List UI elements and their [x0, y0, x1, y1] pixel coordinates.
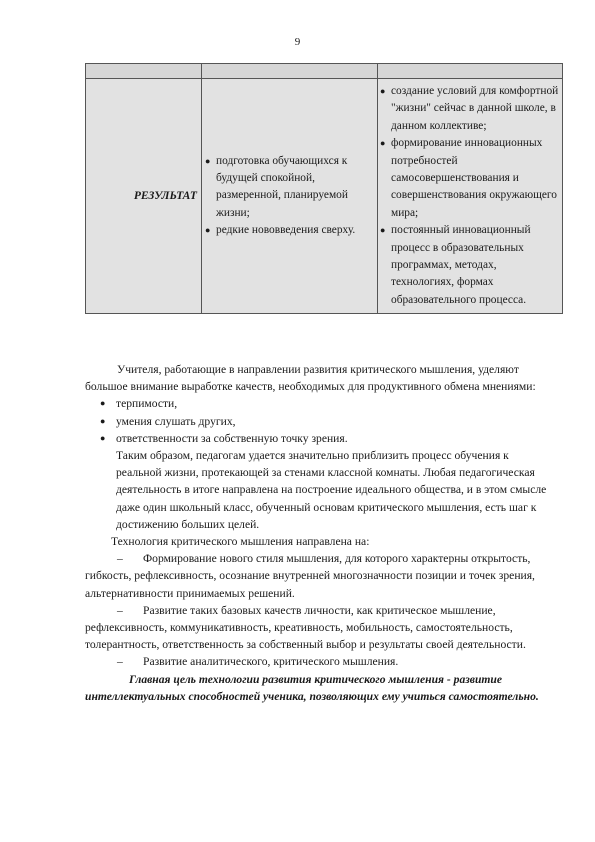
traditional-result-cell: [202, 79, 378, 314]
list-item: ● формирование инновационных потребностей самосовершенствования и совершенствования окружающего мира;: [380, 137, 557, 219]
row-label: РЕЗУЛЬТАТ: [133, 189, 197, 203]
bullet-icon: ●: [380, 138, 386, 149]
innovative-result-cell: [378, 79, 563, 314]
main-goal-statement: Главная цель технологии развития критического мышления - развитие интеллектуальных способностей ученика, позволяющих ему учиться самостоятельно.: [85, 672, 539, 703]
row-label-cell: [86, 79, 202, 314]
dash-marker: –: [117, 552, 123, 566]
list-item: ● редкие нововведения сверху.: [216, 222, 375, 239]
list-item: ● создание условий для комфортной "жизни" сейчас в данной школе, в данном коллективе;: [380, 85, 559, 132]
dash-marker: –: [117, 603, 123, 617]
bullet-icon: ●: [205, 155, 211, 166]
page-number: 9: [294, 36, 301, 48]
goal-item: – Развитие аналитического, критического мышления.: [85, 653, 555, 670]
goal-item: – Формирование нового стиля мышления, для которого характерны открытость, гибкость, рефлексивность, осознание внутренней многозначности позиции и точек зрения, альтернативности принимаемых решений.: [85, 552, 535, 600]
bullet-icon: ●: [380, 86, 386, 96]
list-item: ● подготовка обучающихся к будущей спокойной, размеренной, планируемой жизни;: [205, 154, 348, 219]
bullet-icon: ●: [205, 225, 211, 236]
bullet-icon: ●: [100, 415, 106, 426]
comparison-table: [85, 63, 563, 314]
qualities-list: [85, 395, 555, 447]
header-cell-2: [202, 64, 378, 79]
bullet-icon: ●: [100, 432, 106, 443]
technology-heading: Технология критического мышления направлена на:: [111, 535, 370, 549]
header-cell-1: [86, 64, 202, 79]
list-item: ● постоянный инновационный процесс в образовательных программах, методах, технологиях, формах образовательного процесса.: [380, 224, 531, 306]
goal-item: – Развитие таких базовых качеств личности, как критическое мышление, рефлексивность, коммуникативность, креативность, мобильность, самостоятельность, толерантность, ответственность за собственный выбор и результаты своей деятельности.: [85, 603, 526, 652]
table-header-row: [86, 64, 563, 79]
body-text: [85, 361, 555, 705]
list-item: ● умения слушать других,: [116, 413, 555, 430]
bullet-icon: ●: [100, 398, 106, 409]
dash-marker: –: [117, 655, 123, 669]
list-item: ● ответственности за собственную точку зрения.: [116, 430, 555, 447]
table-row-result: [86, 79, 563, 314]
bullet-icon: ●: [380, 225, 386, 236]
intro-paragraph: Учителя, работающие в направлении развития критического мышления, уделяют большое внимание выработке качеств, необходимых для продуктивного обмена мнениями:: [85, 363, 536, 394]
header-cell-3: [378, 64, 563, 79]
summary-paragraph: Таким образом, педагогам удается значительно приблизить процесс обучения к реальной жизни, протекающей за стенами классной комнаты. Любая педагогическая деятельность в итоге направлена на построение идеального общества, и в этом смысле даже один школьный класс, обученный основам критического мышления, есть шаг к достижению больших целей.: [116, 449, 547, 531]
list-item: ● терпимости,: [116, 395, 555, 412]
